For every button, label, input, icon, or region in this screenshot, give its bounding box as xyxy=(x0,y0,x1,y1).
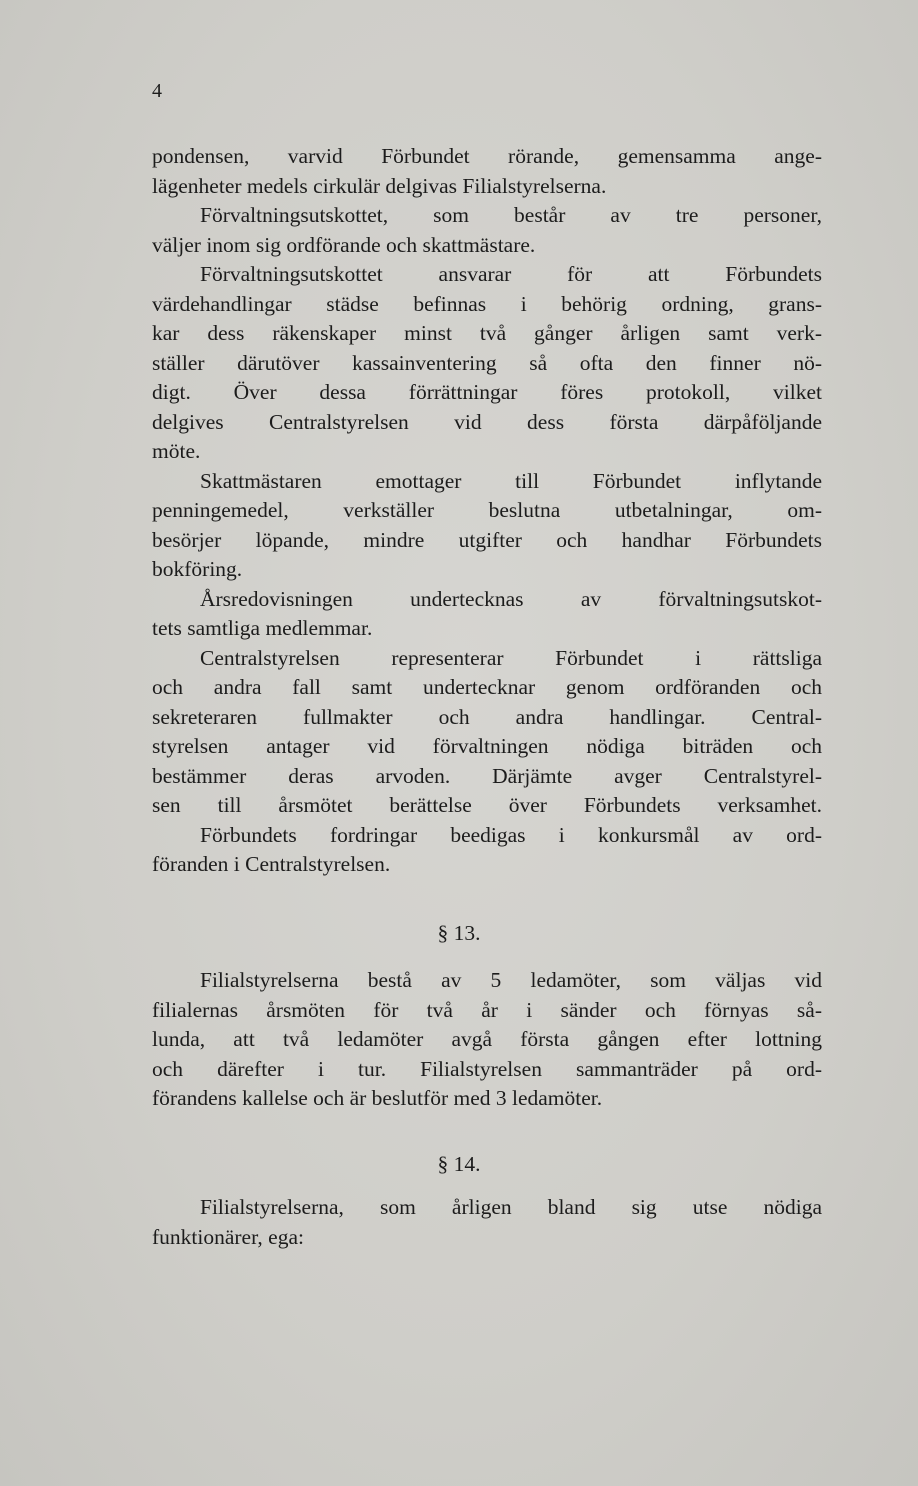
text-line: sen till årsmötet berättelse över Förbundets verksamhet. xyxy=(152,793,822,817)
text-line: sekreteraren fullmakter och andra handlingar. Central- xyxy=(152,704,822,729)
text-line: Årsredovisningen undertecknas av förvaltningsutskot- xyxy=(200,586,822,611)
section-14-heading: § 14. xyxy=(437,1152,481,1176)
text-line: tets samtliga medlemmar. xyxy=(152,616,373,640)
text-line: funktionärer, ega: xyxy=(152,1224,304,1249)
text-line: digt. Över dessa förrättningar föres protokoll, vilket xyxy=(152,380,822,404)
text-line: möte. xyxy=(152,439,201,463)
text-line: Skattmästaren emottager till Förbundet inflytande xyxy=(200,468,822,493)
text-line: Filialstyrelserna, som årligen bland sig utse nödiga xyxy=(200,1195,822,1219)
text-line: och andra fall samt undertecknar genom ordföranden och xyxy=(152,675,822,699)
section-12-text xyxy=(152,142,822,880)
text-line: värdehandlingar städse befinnas i behörig ordning, grans- xyxy=(152,291,822,316)
text-line: delgives Centralstyrelsen vid dess första därpåföljande xyxy=(152,409,822,434)
text-line: styrelsen antager vid förvaltningen nödiga biträden och xyxy=(152,734,822,758)
section-13-heading: § 13. xyxy=(437,921,481,945)
text-line: Förbundets fordringar beedigas i konkursmål av ord- xyxy=(200,822,822,847)
text-line: förandens kallelse och är beslutför med 3 ledamöter. xyxy=(152,1086,603,1110)
text-line: penningemedel, verkställer beslutna utbetalningar, om- xyxy=(152,498,822,522)
text-line: och därefter i tur. Filialstyrelsen sammanträder på ord- xyxy=(152,1056,822,1081)
text-line: föranden i Centralstyrelsen. xyxy=(152,852,391,876)
text-line: pondensen, varvid Förbundet rörande, gemensamma ange- xyxy=(152,144,822,168)
text-line: lunda, att två ledamöter avgå första gången efter lottning xyxy=(152,1027,822,1051)
text-line: ställer därutöver kassainventering så ofta den finner nö- xyxy=(152,350,822,375)
text-line: bokföring. xyxy=(152,557,243,581)
text-line: Centralstyrelsen representerar Förbundet i rättsliga xyxy=(200,645,822,670)
text-line: Filialstyrelserna bestå av 5 ledamöter, som väljas vid xyxy=(200,968,822,992)
text-line: lägenheter medels cirkulär delgivas Filialstyrelserna. xyxy=(152,173,607,198)
section-13-text xyxy=(152,966,822,1114)
page-number: 4 xyxy=(152,80,162,102)
text-line: kar dess räkenskaper minst två gånger årligen samt verk- xyxy=(152,321,822,345)
text-line: besörjer löpande, mindre utgifter och handhar Förbundets xyxy=(152,527,822,552)
text-line: bestämmer deras arvoden. Därjämte avger Centralstyrel- xyxy=(152,763,822,788)
text-line: Förvaltningsutskottet, som består av tre personer, xyxy=(200,203,822,227)
text-line: filialernas årsmöten för två år i sänder och förnyas så- xyxy=(152,997,822,1022)
text-line: väljer inom sig ordförande och skattmästare. xyxy=(152,232,536,257)
text-line: Förvaltningsutskottet ansvarar för att Förbundets xyxy=(200,262,822,286)
section-14-text xyxy=(152,1193,822,1252)
